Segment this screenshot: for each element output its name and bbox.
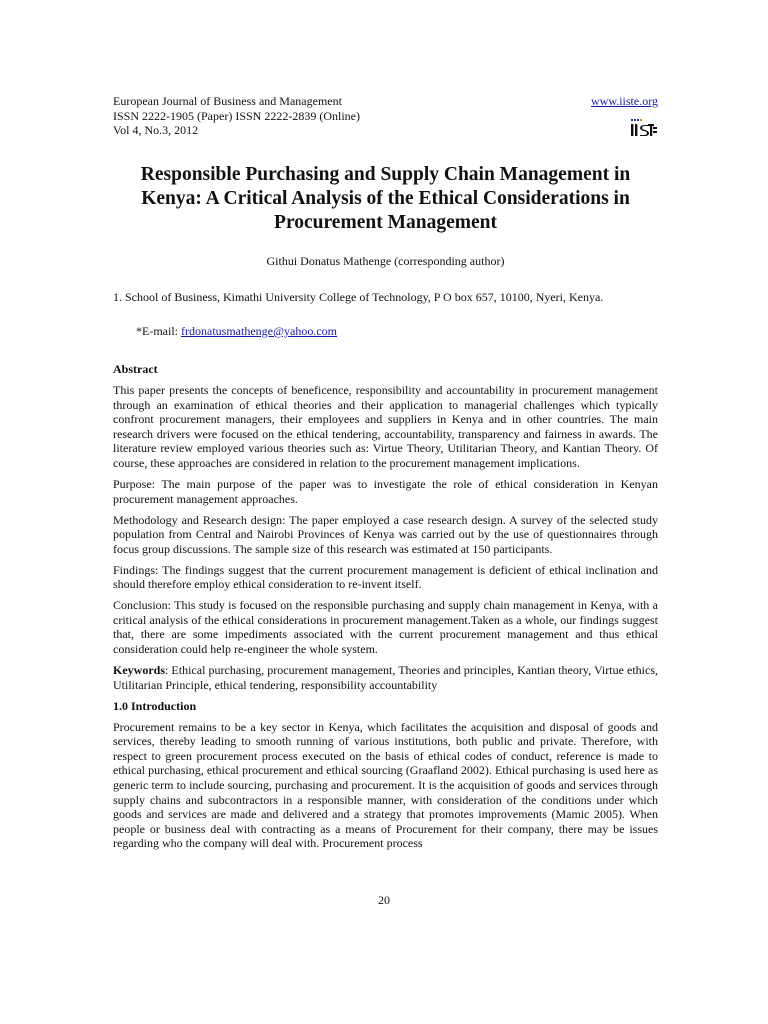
iiste-logo-icon	[631, 119, 657, 136]
journal-header	[113, 94, 658, 138]
page-number: 20	[378, 893, 390, 907]
keywords-list: : Ethical purchasing, procurement management, Theories and principles, Kantian theory, Virtue ethics, Utilitarian Principle, ethical tendering, responsibility accountability	[113, 663, 658, 692]
purpose-paragraph: Purpose: The main purpose of the paper was to investigate the role of ethical consideration in Kenyan procurement management approaches.	[113, 476, 658, 506]
abstract-heading: Abstract	[113, 362, 158, 376]
paper-title: Responsible Purchasing and Supply Chain Management in Kenya: A Critical Analysis of the Ethical Considerations in Procurement Management	[140, 164, 631, 233]
journal-name: European Journal of Business and Management	[113, 94, 342, 108]
volume-line: Vol 4, No.3, 2012	[113, 123, 199, 137]
email-label: *E-mail:	[136, 324, 181, 338]
methodology-paragraph: Methodology and Research design: The paper employed a case research design. A survey of the selected study population from Central and Nairobi Provinces of Kenya was carried out by the use of questionnaires through focus group discussions. The sample size of this research was estimated at 150 participants.	[113, 512, 658, 556]
email-link[interactable]: frdonatusmathenge@yahoo.com	[181, 324, 338, 338]
keywords-paragraph	[113, 663, 658, 692]
journal-website-link[interactable]: www.iiste.org	[591, 94, 658, 108]
introduction-heading: 1.0 Introduction	[113, 698, 197, 713]
introduction-paragraph: Procurement remains to be a key sector in Kenya, which facilitates the acquisition and disposal of goods and services, thereby leading to smooth running of various institutions, both public and private. Therefore, with respect to green procurement process executed on the basis of ethical codes of conduct, reference is made to ethical purchasing, ethical procurement and ethical sourcing (Graafland 2002). Ethical purchasing is used here as generic term to include sourcing, purchasing and procurement. It is the acquisition of goods and services through supply chains and subcontractors in a responsible manner, with consideration of the conditions under which goods and services are made and delivered and a strategy that promotes improvements (Mamic 2005). When people or business deal with contracting as a means of Procurement for their company, there may be issues regarding who the company will deal with. Procurement process	[113, 719, 658, 851]
issn-line: ISSN 2222-1905 (Paper) ISSN 2222-2839 (Online)	[113, 108, 360, 123]
paper-body	[113, 362, 658, 857]
email-line	[136, 324, 337, 339]
author-line: Githui Donatus Mathenge (corresponding author)	[266, 254, 505, 268]
conclusion-paragraph: Conclusion: This study is focused on the responsible purchasing and supply chain management in Kenya, with a critical analysis of the ethical considerations in procurement management.Taken as a whole, our findings suggest that, there are some impediments associated with the current procurement management and thus ethical consideration could help re-engineer the whole system.	[113, 598, 658, 657]
findings-paragraph: Findings: The findings suggest that the current procurement management is deficient of ethical inclination and should therefore employ ethical consideration to re-invent itself.	[113, 562, 658, 592]
affiliation-line: 1. School of Business, Kimathi University College of Technology, P O box 657, 10100, Nyeri, Kenya.	[113, 290, 604, 304]
keywords-label: Keywords	[113, 663, 165, 678]
abstract-paragraph: This paper presents the concepts of beneficence, responsibility and accountability in procurement management through an examination of ethical theories and their application to managerial challenges which typically confront procurement managers, their employees and suppliers in Kenya and in other countries. The main research drivers were focused on the ethical tendering, accountability, transparency and fairness in awards. The literature review employed various theories such as: Virtue Theory, Utilitarian Theory, and Kantian Theory. Of course, these approaches are considered in relation to the procurement management implications.	[113, 382, 658, 470]
